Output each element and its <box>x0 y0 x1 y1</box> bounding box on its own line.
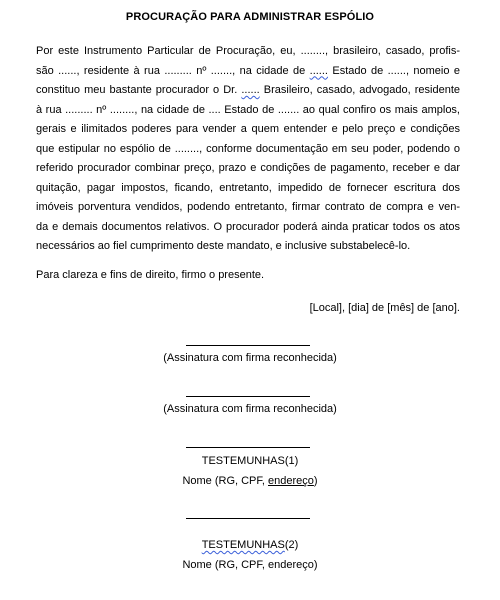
paragraph-line: referido procurador combinar preço, prazo e condições de pagamento, receber e dar <box>36 162 460 174</box>
place-date-line: [Local], [dia] de [mês] de [ano]. <box>309 302 460 314</box>
paragraph-line: necessários ao fiel cumprimento deste mandato, e inclusive substabelecê-lo. <box>36 240 411 252</box>
paragraph-line: que estipular no espólio de ........, conforme documentação em seu poder, podendo o <box>36 142 460 155</box>
paragraph-line: quitação, pagar impostos, ficando, entretanto, impedido de fornecer escritura dos <box>36 181 460 194</box>
witness-id-fields: Nome (RG, CPF, endereço) <box>182 559 318 571</box>
paragraph-line: gerais e ilimitados poderes para vender a quem entender e pelo preço e condições <box>36 123 460 135</box>
paragraph-line <box>36 81 460 101</box>
witness-id-address: endereço <box>268 475 314 487</box>
paragraph-text: são ......, residente à rua ......... nº ......., na cidade de <box>36 64 306 77</box>
paragraph-text: constituo meu bastante procurador o Dr. <box>36 84 238 96</box>
witness-title <box>0 536 500 554</box>
signature-line <box>186 345 310 346</box>
closing-statement: Para clareza e fins de direito, firmo o presente. <box>36 269 265 281</box>
witness-title-word: TESTEMUNHAS <box>201 539 285 551</box>
signature-caption: (Assinatura com firma reconhecida) <box>163 352 337 364</box>
witness-id-text: Nome (RG, CPF, <box>182 475 269 487</box>
paragraph-line: à rua ......... nº ........, na cidade de .... Estado de ....... ao qual confiro os mais amplos, <box>36 103 460 116</box>
document-title: PROCURAÇÃO PARA ADMINISTRAR ESPÓLIO <box>125 11 375 23</box>
paragraph-line: Por este Instrumento Particular de Procuração, eu, ........, brasileiro, casado, profis- <box>36 45 460 57</box>
witness-signature-line <box>186 518 310 519</box>
witness-title: TESTEMUNHAS(1) <box>201 455 299 467</box>
spellcheck-marked-blank: ...... <box>309 64 328 77</box>
witness-title-number: (2) <box>284 539 299 551</box>
witness-signature-line <box>186 447 310 448</box>
paragraph-line: da e demais documentos relativos. O procurador poderá ainda praticar todos os atos <box>36 220 460 233</box>
spellcheck-marked-blank: ...... <box>241 84 260 96</box>
witness-id-text: ) <box>313 475 318 487</box>
signature-line <box>186 396 310 397</box>
paragraph-text: Estado de ......, nomeio e <box>332 64 460 77</box>
paragraph-line: imóveis porventura vendidos, podendo entretanto, firmar contrato de compra e ven- <box>36 201 460 213</box>
paragraph-line <box>36 62 460 82</box>
body-paragraph <box>36 42 460 257</box>
signature-caption: (Assinatura com firma reconhecida) <box>163 403 337 415</box>
witness-id-fields <box>0 472 500 490</box>
paragraph-text: Brasileiro, casado, advogado, residente <box>263 84 461 96</box>
